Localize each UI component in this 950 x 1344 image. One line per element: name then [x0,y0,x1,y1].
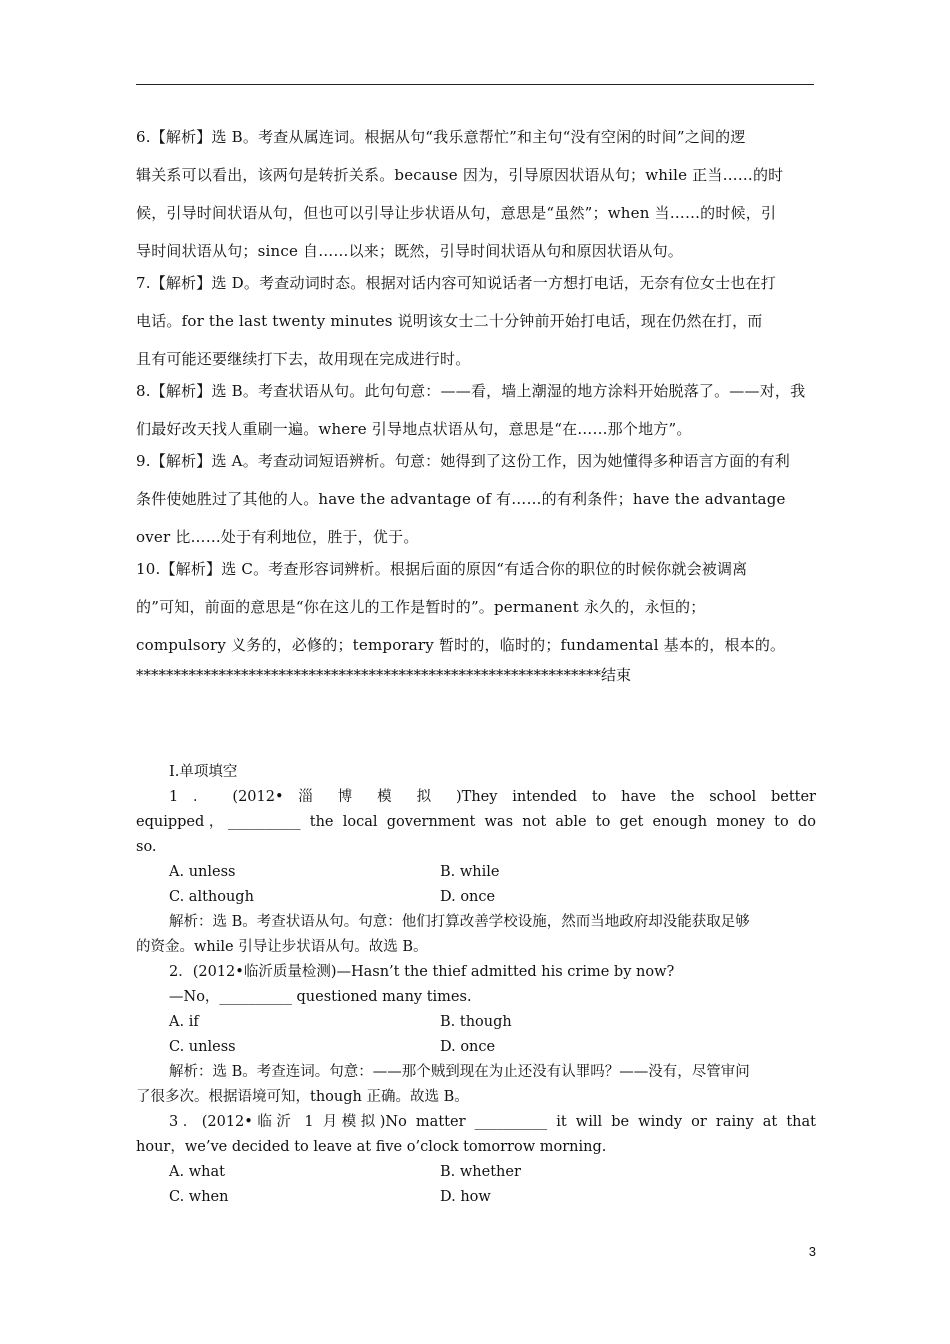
answer-line: 导时间状语从句；since 自……以来；既然，引导时间状语从句和原因状语从句。 [136,242,684,260]
end-marker: **************************************************************结束 [136,666,632,684]
question-1-stem: so. [136,839,157,855]
question-2-explanation: 解析：选 B。考查连词。句意：——那个贼到现在为止还没有认罪吗？——没有，尽管审问 [169,1064,750,1080]
page-number: 3 [808,1244,816,1259]
answer-line: 辑关系可以看出，该两句是转折关系。because 因为，引导原因状语从句；while 正当……的时 [136,166,784,184]
answer-10 [136,550,816,664]
answer-line: over 比……处于有利地位，胜于，优于。 [136,528,419,546]
answer-line: compulsory 义务的，必修的；temporary 暂时的，临时的；fundamental 基本的，根本的。 [136,636,786,654]
question-1-stem: 1 ． (2012• 淄 博 模 拟 )They intended to have the school better [169,789,816,805]
answer-9 [136,442,816,556]
option-d: D. once [440,889,496,905]
question-2-stem: —No，__________ questioned many times. [169,989,472,1005]
option-a: A. if [169,1014,199,1030]
option-d: D. once [440,1039,496,1055]
answer-line: 9.【解析】选 A。考查动词短语辨析。句意：她得到了这份工作，因为她懂得多种语言方面的有利 [136,452,790,470]
answer-line: 6.【解析】选 B。考查从属连词。根据从句“我乐意帮忙”和主句“没有空闲的时间”之间的逻 [136,128,746,146]
question-2-stem: 2．(2012•临沂质量检测)—Hasn’t the thief admitted his crime by now? [169,964,675,980]
option-c: C. unless [169,1039,236,1055]
question-1-options-row [136,860,816,885]
option-a: A. unless [169,864,236,880]
question-3-stem: 3．(2012•临沂 1 月模拟)No matter __________ it will be windy or rainy at that [169,1114,816,1130]
question-2-options-row [136,1010,816,1035]
question-1-explanation: 解析：选 B。考查状语从句。句意：他们打算改善学校设施，然而当地政府却没能获取足够 [169,914,750,930]
answer-line: 的”可知，前面的意思是“你在这儿的工作是暂时的”。permanent 永久的，永恒的； [136,598,706,616]
option-a: A. what [169,1164,225,1180]
question-1-options-row [136,885,816,910]
answer-6 [136,118,816,270]
answer-line: 且有可能还要继续打下去，故用现在完成进行时。 [136,350,471,368]
option-c: C. when [169,1189,229,1205]
answer-line: 候，引导时间状语从句，但也可以引导让步状语从句，意思是“虽然”；when 当……的时候，引 [136,204,777,222]
question-1-explanation: 的资金。while 引导让步状语从句。故选 B。 [136,939,428,955]
question-3-options-row [136,1185,816,1210]
answer-line: 们最好改天找人重刷一遍。where 引导地点状语从句，意思是“在……那个地方”。 [136,420,692,438]
answer-7 [136,264,816,378]
option-b: B. whether [440,1164,521,1180]
answer-line: 7.【解析】选 D。考查动词时态。根据对话内容可知说话者一方想打电话，无奈有位女士也在打 [136,274,776,292]
answer-8 [136,372,816,448]
option-b: B. while [440,864,500,880]
option-b: B. though [440,1014,512,1030]
question-2-options-row [136,1035,816,1060]
section-title: Ⅰ.单项填空 [169,764,238,780]
answer-line: 电话。for the last twenty minutes 说明该女士二十分钟前开始打电话，现在仍然在打，而 [136,312,763,330]
question-3-options-row [136,1160,816,1185]
question-3-stem: hour，we’ve decided to leave at five o’clock tomorrow morning. [136,1139,607,1155]
answer-line: 10.【解析】选 C。考查形容词辨析。根据后面的原因“有适合你的职位的时候你就会被调离 [136,560,748,578]
answer-line: 条件使她胜过了其他的人。have the advantage of 有……的有利条件；have the advantage [136,490,786,508]
option-c: C. although [169,889,254,905]
question-1-stem: equipped，__________ the local government was not able to get enough money to do [136,814,816,830]
answer-line: 8.【解析】选 B。考查状语从句。此句句意：——看，墙上潮湿的地方涂料开始脱落了。——对，我 [136,382,806,400]
question-2-explanation: 了很多次。根据语境可知，though 正确。故选 B。 [136,1089,469,1105]
option-d: D. how [440,1189,491,1205]
header-rule [136,84,814,85]
exercise-section [136,760,816,1210]
